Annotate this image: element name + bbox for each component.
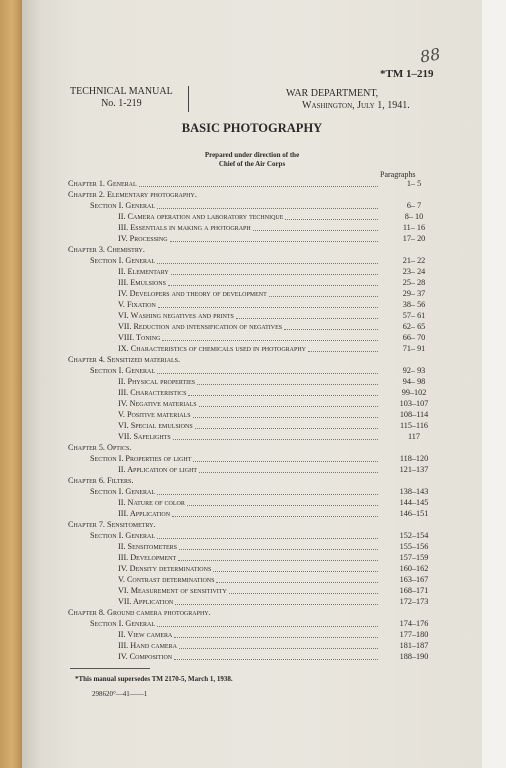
toc-entry-label: II. Application of light [118, 465, 198, 474]
toc-entry-paragraphs: 188–190 [399, 652, 429, 661]
toc-entry-label: VI. Washing negatives and prints [118, 311, 234, 320]
toc-leader-dots [174, 648, 378, 660]
toc-entry-label: VI. Special emulsions [118, 421, 193, 430]
toc-entry-paragraphs: 174–176 [399, 619, 429, 628]
issue-date: Washington, July 1, 1941. [302, 100, 410, 111]
table-of-contents [68, 178, 448, 662]
department-heading [286, 88, 410, 112]
toc-entry-label: Chapter 5. Optics. [68, 443, 132, 452]
toc-entry-paragraphs: 8– 10 [404, 212, 424, 221]
toc-entry-paragraphs: 21– 22 [402, 256, 426, 265]
toc-leader-dots [170, 230, 378, 242]
toc-entry-label: Section I. General [90, 256, 155, 265]
print-code: 298620°—41——1 [92, 690, 148, 698]
toc-entry-label: VIII. Toning [118, 333, 161, 342]
prepared-line-2: Chief of the Air Corps [218, 160, 286, 168]
toc-entry [68, 508, 448, 519]
toc-entry-label: Chapter 8. Ground camera photography. [68, 608, 211, 617]
toc-entry [68, 343, 448, 354]
toc-entry-paragraphs: 17– 20 [402, 234, 426, 243]
toc-entry [68, 332, 448, 343]
toc-entry-label: II. Sensitometers [118, 542, 177, 551]
toc-entry [68, 431, 448, 442]
prepared-line-1: Prepared under direction of the [204, 151, 300, 159]
toc-entry [68, 277, 448, 288]
document-title: BASIC PHOTOGRAPHY [181, 121, 323, 135]
toc-entry-label: Chapter 2. Elementary photography. [68, 190, 197, 199]
toc-entry [68, 651, 448, 662]
background-edge [482, 0, 506, 768]
toc-entry [68, 178, 448, 189]
toc-entry-paragraphs: 6– 7 [406, 201, 422, 210]
toc-entry-label: Section I. General [90, 487, 155, 496]
toc-entry [68, 310, 448, 321]
toc-entry-label: IV. Composition [118, 652, 173, 661]
toc-entry-paragraphs: 99–102 [401, 388, 427, 397]
toc-entry-label: IV. Processing [118, 234, 168, 243]
toc-entry-paragraphs: 25– 28 [402, 278, 426, 287]
toc-entry-label: Section I. Properties of light [90, 454, 192, 463]
toc-entry-label: VII. Safelights [118, 432, 171, 441]
toc-entry-label: Chapter 4. Sensitized materials. [68, 355, 181, 364]
toc-entry-paragraphs: 163–167 [399, 575, 429, 584]
toc-entry-label: III. Characteristics [118, 388, 187, 397]
toc-entry-paragraphs: 38– 56 [402, 300, 426, 309]
toc-entry [68, 233, 448, 244]
toc-entry-paragraphs: 146–151 [399, 509, 429, 518]
toc-entry-label: III. Emulsions [118, 278, 166, 287]
toc-entry-paragraphs: 121–137 [399, 465, 429, 474]
toc-entry-paragraphs: 172–173 [399, 597, 429, 606]
toc-entry-paragraphs: 160–162 [399, 564, 429, 573]
toc-entry-label: Section I. General [90, 201, 155, 210]
toc-entry-paragraphs: 103–107 [399, 399, 429, 408]
toc-entry-label: II. Nature of color [118, 498, 185, 507]
paragraphs-column-header: Paragraphs [380, 170, 416, 179]
toc-entry-paragraphs: 181–187 [399, 641, 429, 650]
toc-entry-paragraphs: 66– 70 [402, 333, 426, 342]
toc-entry-paragraphs: 71– 91 [402, 344, 426, 353]
toc-entry-paragraphs: 157–159 [399, 553, 429, 562]
tm-code: *TM 1–219 [380, 68, 434, 80]
toc-entry-paragraphs: 117 [408, 432, 420, 441]
toc-entry-paragraphs: 57– 61 [402, 311, 426, 320]
department-name: WAR DEPARTMENT, [286, 88, 379, 99]
toc-entry-paragraphs: 11– 16 [402, 223, 426, 232]
footnote: *This manual supersedes TM 2170-5, March 1, 1938. [75, 675, 233, 683]
heading-divider [188, 86, 189, 112]
toc-entry-paragraphs: 62– 65 [402, 322, 426, 331]
toc-entry-paragraphs: 92– 93 [402, 366, 426, 375]
toc-entry [68, 200, 448, 211]
toc-entry-paragraphs: 94– 98 [402, 377, 426, 386]
manual-line-1: TECHNICAL MANUAL [70, 86, 173, 97]
toc-entry-paragraphs: 168–171 [399, 586, 429, 595]
toc-entry-paragraphs: 23– 24 [402, 267, 426, 276]
toc-entry-label: III. Essentials in making a photograph [118, 223, 251, 232]
footnote-rule [70, 668, 150, 669]
toc-entry-paragraphs: 115–116 [399, 421, 429, 430]
toc-entry-label: V. Fixation [118, 300, 156, 309]
toc-entry-label: IV. Negative materials [118, 399, 197, 408]
toc-entry [68, 596, 448, 607]
toc-entry-label: Chapter 6. Filters. [68, 476, 134, 485]
prepared-note [22, 151, 482, 169]
toc-leader-dots [308, 340, 378, 352]
toc-leader-dots [139, 175, 378, 187]
toc-entry-paragraphs: 155–156 [399, 542, 429, 551]
manual-heading [70, 86, 173, 110]
toc-entry-label: Chapter 1. General [68, 179, 137, 188]
toc-entry-paragraphs: 138–143 [399, 487, 429, 496]
toc-entry-paragraphs: 108–114 [399, 410, 429, 419]
toc-entry-paragraphs: 29– 37 [402, 289, 426, 298]
toc-entry-paragraphs: 177–180 [399, 630, 429, 639]
handwritten-note: 88 [418, 44, 442, 67]
toc-entry-label: Section I. General [90, 531, 155, 540]
manual-line-2: No. 1-219 [101, 98, 142, 109]
toc-entry-label: Chapter 3. Chemistry. [68, 245, 145, 254]
toc-entry-label: II. View camera [118, 630, 173, 639]
toc-entry-paragraphs: 1– 5 [406, 179, 422, 188]
toc-entry-paragraphs: 144–145 [399, 498, 429, 507]
toc-entry-label: II. Elementary [118, 267, 169, 276]
toc-entry-label: VII. Application [118, 597, 174, 606]
toc-entry-label: III. Development [118, 553, 177, 562]
toc-entry-label: IV. Developers and theory of development [118, 289, 267, 298]
toc-entry-label: II. Camera operation and laboratory technique [118, 212, 284, 221]
toc-entry-label: Section I. General [90, 619, 155, 628]
toc-entry-label: III. Application [118, 509, 171, 518]
book-binding [0, 0, 22, 768]
toc-entry-label: IV. Density determinations [118, 564, 212, 573]
toc-leader-dots [172, 505, 378, 517]
toc-entry-label: II. Physical properties [118, 377, 196, 386]
toc-entry-paragraphs: 118–120 [399, 454, 429, 463]
toc-entry-label: V. Positive materials [118, 410, 191, 419]
toc-entry-paragraphs: 152–154 [399, 531, 429, 540]
toc-leader-dots [199, 461, 378, 473]
toc-leader-dots [175, 593, 378, 605]
toc-entry-label: Section I. General [90, 366, 155, 375]
toc-entry-label: V. Contrast determinations [118, 575, 215, 584]
toc-entry-label: III. Hand camera [118, 641, 177, 650]
toc-entry [68, 464, 448, 475]
toc-entry-label: VII. Reduction and intensification of negatives [118, 322, 283, 331]
toc-entry-label: VI. Measurement of sensitivity [118, 586, 227, 595]
toc-entry-label: Chapter 7. Sensitometry. [68, 520, 156, 529]
toc-leader-dots [173, 428, 378, 440]
toc-entry-label: IX. Characteristics of chemicals used in photography [118, 344, 307, 353]
